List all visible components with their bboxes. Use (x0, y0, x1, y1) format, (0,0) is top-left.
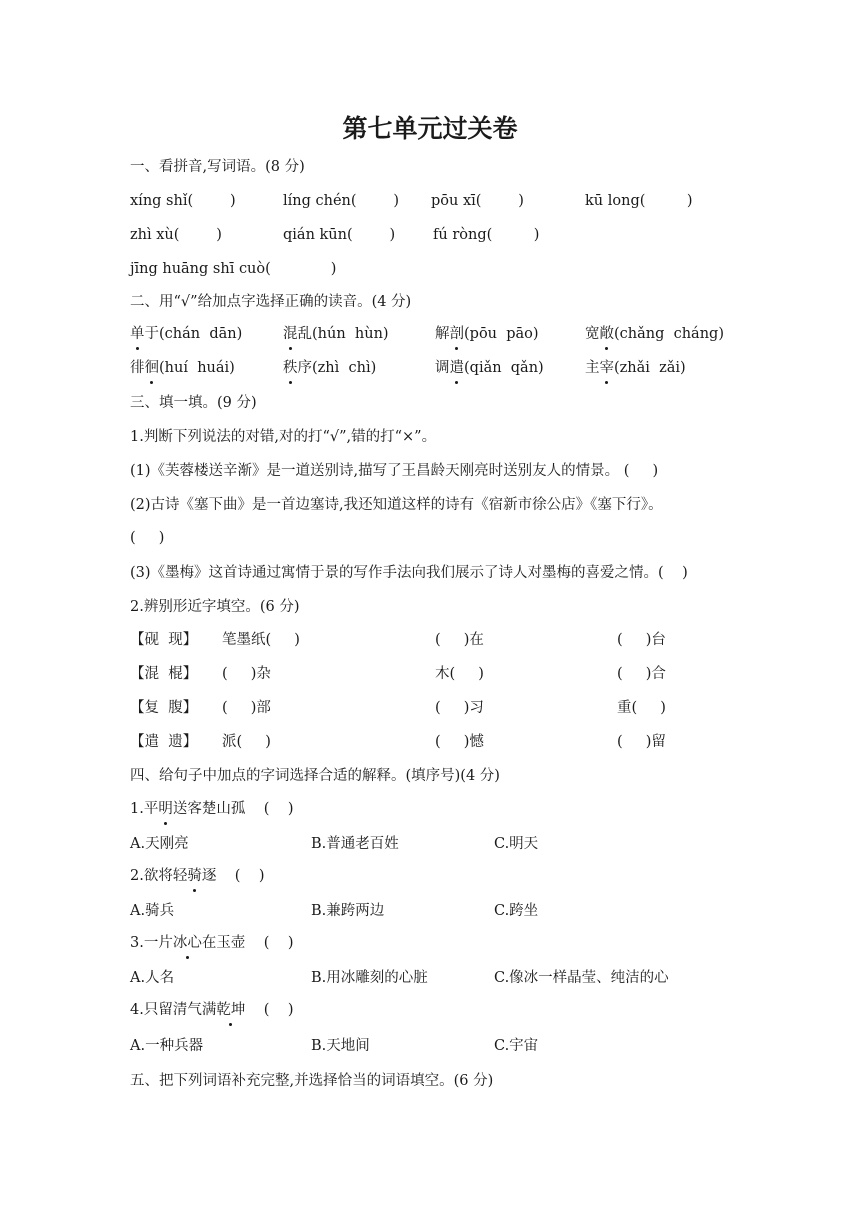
option-b: B.兼跨两边 (311, 903, 385, 919)
question-text: 1.判断下列说法的对错,对的打“√”,错的打“×”。 (130, 429, 437, 445)
dotted-char: 单 (130, 326, 145, 342)
fill-blank: ( )习 (435, 700, 484, 716)
question-text: 2.辨别形近字填空。(6 分) (130, 599, 300, 615)
reading-item: 混乱(hún hùn) (283, 326, 389, 342)
option-a: A.骑兵 (130, 903, 175, 919)
char-pair-label: 【复 腹】 (130, 700, 198, 716)
dotted-char: 剖 (449, 326, 464, 342)
dotted-char: 明 (158, 801, 173, 817)
fill-blank: 笔墨纸( ) (222, 632, 300, 648)
char-pair-label: 【砚 现】 (130, 632, 198, 648)
fill-blank: ( )在 (435, 632, 484, 648)
option-c: C.像冰一样晶莹、纯洁的心 (494, 970, 669, 986)
pinyin-item: zhì xù( ) (130, 227, 222, 243)
question-text: 4.只留清气满乾坤 ( ) (130, 1002, 294, 1018)
section3-heading: 三、填一填。(9 分) (130, 395, 257, 411)
question-text: 2.欲将轻骑逐 ( ) (130, 868, 265, 884)
option-b: B.天地间 (311, 1038, 370, 1054)
char-pair-label: 【混 棍】 (130, 666, 198, 682)
reading-item: 宽敞(chǎng cháng) (585, 326, 724, 342)
fill-blank: 派( ) (222, 734, 271, 750)
option-a: A.天刚亮 (130, 836, 189, 852)
dotted-char: 敞 (599, 326, 614, 342)
reading-item: 徘徊(huí huái) (130, 360, 235, 376)
section4-heading: 四、给句子中加点的字词选择合适的解释。(填序号)(4 分) (130, 768, 500, 784)
pinyin-item: xíng shǐ( ) (130, 193, 236, 209)
fill-blank: ( )杂 (222, 666, 271, 682)
reading-item: 秩序(zhì chì) (283, 360, 377, 376)
dotted-char: 冰心 (172, 935, 202, 951)
reading-item: 解剖(pōu pāo) (435, 326, 539, 342)
question-text: 3.一片冰心在玉壶 ( ) (130, 935, 294, 951)
section2-heading: 二、用“√”给加点字选择正确的读音。(4 分) (130, 294, 412, 310)
option-a: A.人名 (130, 970, 175, 986)
pinyin-item: qián kūn( ) (283, 227, 396, 243)
option-c: C.宇宙 (494, 1038, 539, 1054)
pinyin-item: fú ròng( ) (433, 227, 540, 243)
pinyin-item: jīng huāng shī cuò( ) (130, 261, 337, 277)
reading-item: 主宰(zhǎi zǎi) (585, 360, 686, 376)
fill-blank: ( )合 (617, 666, 666, 682)
option-c: C.跨坐 (494, 903, 539, 919)
dotted-char: 混 (283, 326, 298, 342)
fill-blank: ( )台 (617, 632, 666, 648)
option-a: A.一种兵器 (130, 1038, 204, 1054)
question-text: (1)《芙蓉楼送辛渐》是一道送别诗,描写了王昌龄天刚亮时送别友人的情景。 ( ) (130, 463, 659, 479)
pinyin-item: pōu xī( ) (431, 193, 524, 209)
option-b: B.普通老百姓 (311, 836, 399, 852)
dotted-char: 宰 (599, 360, 614, 376)
reading-item: 调遣(qiǎn qǎn) (435, 360, 544, 376)
pinyin-item: kū long( ) (585, 193, 693, 209)
dotted-char: 秩 (283, 360, 298, 376)
section1-heading: 一、看拼音,写词语。(8 分) (130, 159, 305, 175)
question-text: (2)古诗《塞下曲》是一首边塞诗,我还知道这样的诗有《宿新市徐公店》《塞下行》。 (130, 497, 663, 513)
fill-blank: ( )留 (617, 734, 666, 750)
dotted-char: 遣 (449, 360, 464, 376)
option-b: B.用冰雕刻的心脏 (311, 970, 428, 986)
fill-blank: 重( ) (617, 700, 666, 716)
char-pair-label: 【遣 遗】 (130, 734, 198, 750)
answer-blank: ( ) (130, 530, 165, 546)
dotted-char: 徊 (144, 360, 159, 376)
pinyin-item: líng chén( ) (283, 193, 400, 209)
fill-blank: 木( ) (435, 666, 484, 682)
dotted-char: 骑 (187, 868, 202, 884)
option-c: C.明天 (494, 836, 539, 852)
section5-heading: 五、把下列词语补充完整,并选择恰当的词语填空。(6 分) (130, 1073, 494, 1089)
reading-item: 单于(chán dān) (130, 326, 243, 342)
page-title: 第七单元过关卷 (342, 114, 518, 143)
dotted-char: 乾坤 (216, 1002, 246, 1018)
fill-blank: ( )部 (222, 700, 271, 716)
question-text: 1.平明送客楚山孤 ( ) (130, 801, 294, 817)
question-text: (3)《墨梅》这首诗通过寓情于景的写作手法向我们展示了诗人对墨梅的喜爱之情。( ) (130, 565, 688, 581)
fill-blank: ( )憾 (435, 734, 484, 750)
